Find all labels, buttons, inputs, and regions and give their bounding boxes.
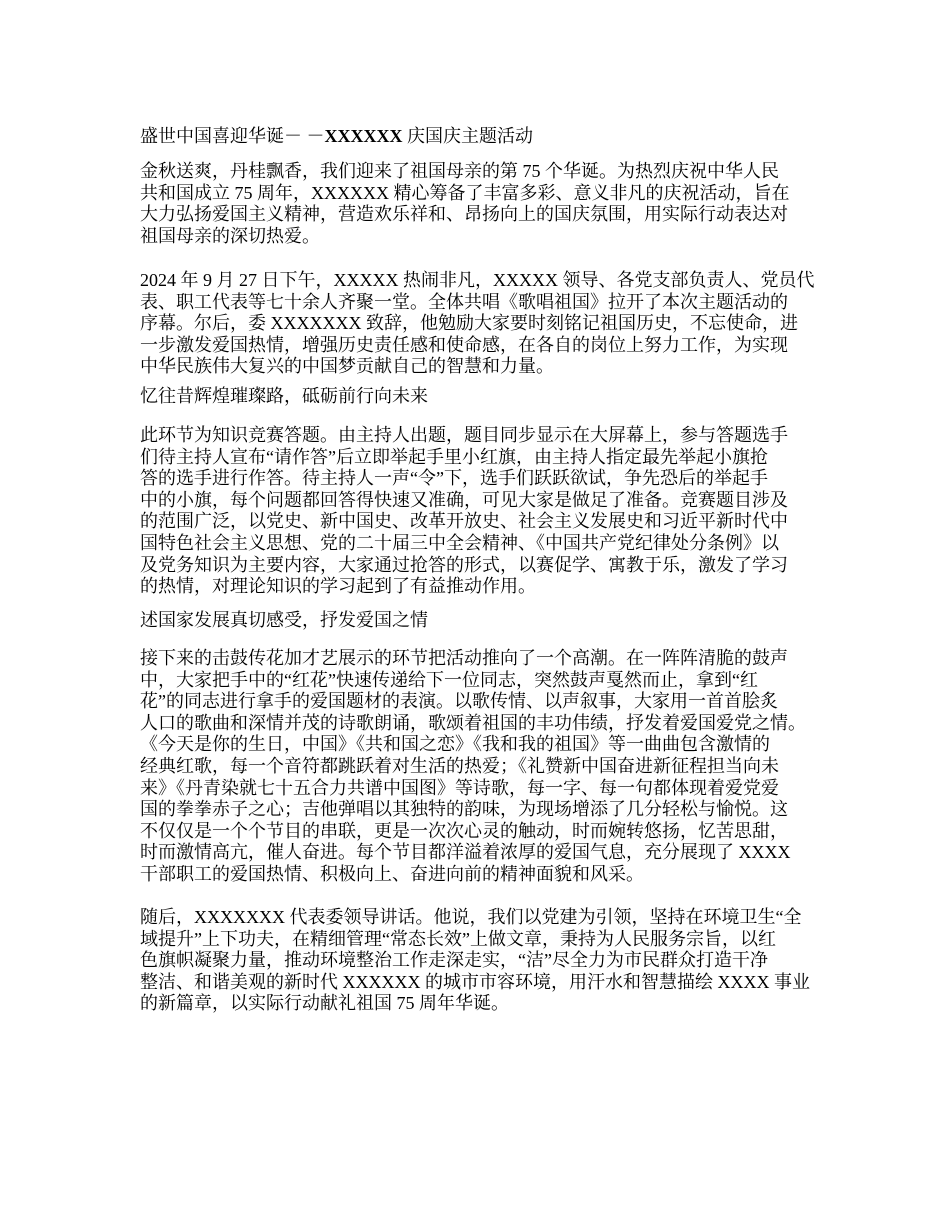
text-line: 来》《丹青染就七十五合力共谱中国图》等诗歌，每一字、每一句都体现着爱党爱 xyxy=(140,777,779,798)
text-line: 整洁、和谐美观的新时代 XXXXXX 的城市市容环境，用汗水和智慧描绘 XXXX 事业 xyxy=(140,971,810,992)
text-line: 的新篇章，以实际行动献礼祖国 75 周年华诞。 xyxy=(140,993,509,1014)
title-prefix: 盛世中国喜迎华诞－ － xyxy=(140,126,325,146)
paragraph-speech xyxy=(140,907,830,1015)
paragraph-opening xyxy=(140,270,830,378)
text-line: 花”的同志进行拿手的爱国题材的表演。以歌传情、以声叙事，大家用一首首脍炙 xyxy=(140,691,778,712)
text-line: 时而激情高亢，催人奋进。每个节目都洋溢着浓厚的爱国气息，充分展现了 XXXX xyxy=(140,842,791,863)
text-line: 经典红歌，每一个音符都跳跃着对生活的热爱；《礼赞新中国奋进新征程担当向未 xyxy=(140,755,779,776)
section-heading-quiz: 忆往昔辉煌璀璨路，砥砺前行向未来 xyxy=(140,386,428,406)
text-line: 表、职工代表等七十余人齐聚一堂。全体共唱《歌唱祖国》拉开了本次主题活动的 xyxy=(140,291,788,312)
title-org: XXXXXX xyxy=(324,126,403,146)
text-line: 接下来的击鼓传花加才艺展示的环节把活动推向了一个高潮。在一阵阵清脆的鼓声 xyxy=(140,648,788,668)
text-line: 答的选手进行作答。待主持人一声“令”下，选手们跃跃欲试，争先恐后的举起手 xyxy=(140,468,768,489)
text-line: 此环节为知识竞赛答题。由主持人出题，题目同步显示在大屏幕上，参与答题选手 xyxy=(140,425,788,445)
text-line: 国的拳拳赤子之心；吉他弹唱以其独特的韵味，为现场增添了几分轻松与愉悦。这 xyxy=(140,799,788,820)
text-line: 中的小旗，每个问题都回答得快速又准确，可见大家是做足了准备。竞赛题目涉及 xyxy=(140,489,788,510)
text-line: 《今天是你的生日，中国》《共和国之恋》《我和我的祖国》等一曲曲包含激情的 xyxy=(140,734,770,755)
text-line: 一步激发爱国热情，增强历史责任感和使命感，在各自的岗位上努力工作，为实现 xyxy=(140,334,788,355)
paragraph-intro xyxy=(140,161,830,247)
paragraph-performance xyxy=(140,648,830,886)
paragraph-quiz xyxy=(140,425,830,598)
text-line: 中，大家把手中的“红花”快速传递给下一位同志，突然鼓声戛然而止，拿到“红 xyxy=(140,669,758,690)
document-title xyxy=(140,126,830,148)
text-line: 域提升”上下功夫，在精细管理“常态长效”上做文章，秉持为人民服务宗旨，以红 xyxy=(140,928,776,949)
text-line: 金秋送爽，丹桂飘香，我们迎来了祖国母亲的第 75 个华诞。为热烈庆祝中华人民 xyxy=(140,161,779,181)
text-line: 的热情，对理论知识的学习起到了有益推动作用。 xyxy=(140,576,536,597)
text-line: 国特色社会主义思想、党的二十届三中全会精神、《中国共产党纪律处分条例》以 xyxy=(140,532,779,553)
text-line: 色旗帜凝聚力量，推动环境整治工作走深走实，“洁”尽全力为市民群众打造干净 xyxy=(140,950,768,971)
text-line: 的范围广泛，以党史、新中国史、改革开放史、社会主义发展史和习近平新时代中 xyxy=(140,511,788,532)
text-line: 序幕。尔后，委 XXXXXXX 致辞，他勉励大家要时刻铭记祖国历史，不忘使命，进 xyxy=(140,313,798,334)
text-line: 及党务知识为主要内容，大家通过抢答的形式，以赛促学、寓教于乐，激发了学习 xyxy=(140,554,788,575)
text-line: 祖国母亲的深切热爱。 xyxy=(140,225,320,246)
section-heading-performance: 述国家发展真切感受，抒发爱国之情 xyxy=(140,610,428,630)
text-line: 共和国成立 75 周年，XXXXXX 精心筹备了丰富多彩、意义非凡的庆祝活动，旨在 xyxy=(140,182,790,203)
text-line: 人口的歌曲和深情并茂的诗歌朗诵，歌颂着祖国的丰功伟绩，抒发着爱国爱党之情。 xyxy=(140,712,806,733)
text-line: 干部职工的爱国热情、积极向上、奋进向前的精神面貌和风采。 xyxy=(140,863,644,884)
text-line: 2024 年 9 月 27 日下午，XXXXX 热闹非凡，XXXXX 领导、各党支部负责人、党员代 xyxy=(140,270,815,290)
text-line: 随后，XXXXXXX 代表委领导讲话。他说，我们以党建为引领，坚持在环境卫生“全 xyxy=(140,907,802,927)
text-line: 们待主持人宣布“请作答”后立即举起手里小红旗，由主持人指定最先举起小旗抢 xyxy=(140,446,768,467)
text-line: 不仅仅是一个个节目的串联，更是一次次心灵的触动，时而婉转悠扬，忆苦思甜， xyxy=(140,820,788,841)
title-suffix: 庆国庆主题活动 xyxy=(402,126,533,146)
text-line: 大力弘扬爱国主义精神，营造欢乐祥和、昂扬向上的国庆氛围，用实际行动表达对 xyxy=(140,204,788,225)
text-line: 中华民族伟大复兴的中国梦贡献自己的智慧和力量。 xyxy=(140,356,554,377)
